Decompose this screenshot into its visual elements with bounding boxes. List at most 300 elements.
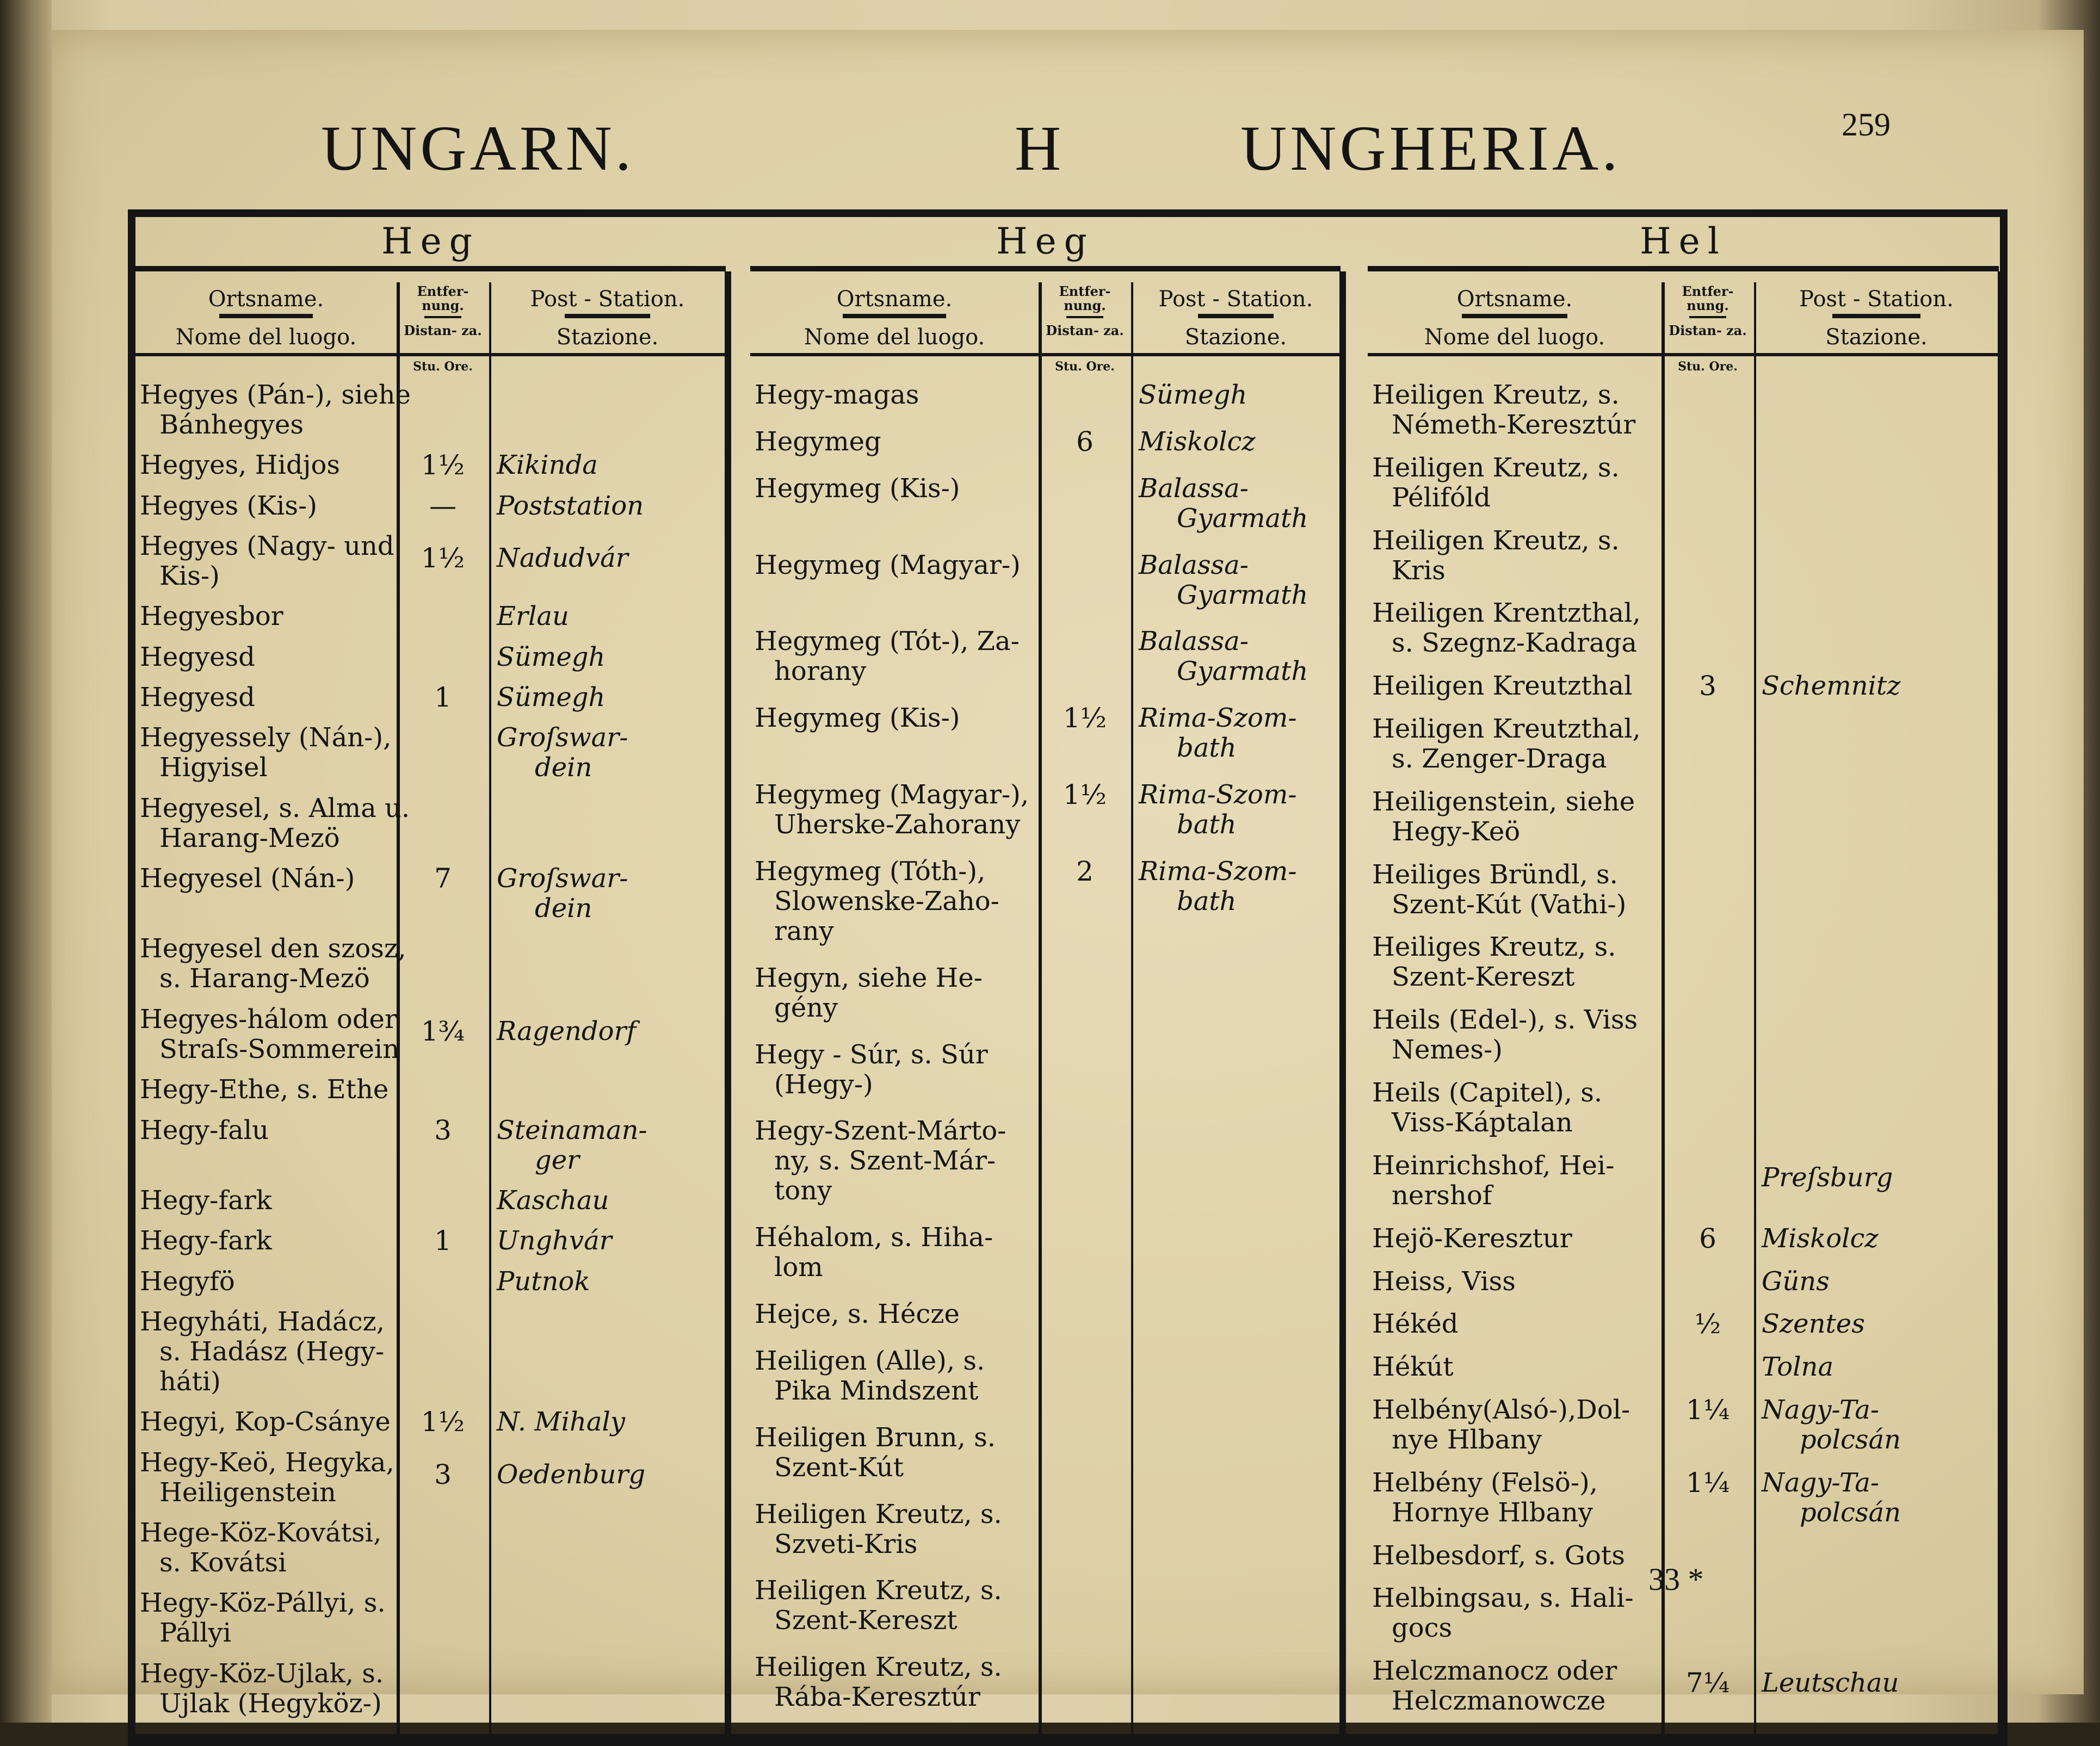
- place-name: [1372, 1468, 1659, 1528]
- post-station-continuation: polcsán: [1800, 1497, 1901, 1528]
- place-name-line: Helczmanocz oder: [1372, 1656, 1617, 1687]
- place-name-line: Hegy-magas: [755, 380, 919, 410]
- post-station-line: Sümegh: [497, 641, 606, 672]
- header-rule: [424, 316, 461, 318]
- header-post-station-de: Post - Station.: [1158, 287, 1313, 312]
- place-name-line: Heiligen Kreutz, s.: [1372, 380, 1620, 410]
- post-station-line: Sümegh: [497, 682, 606, 713]
- table-row: [135, 1267, 726, 1299]
- place-name-continuation: ny, s. Szent-Már-: [774, 1146, 996, 1177]
- post-station: [1762, 1468, 1901, 1528]
- post-station: [497, 1116, 647, 1175]
- place-name-continuation: háti): [159, 1366, 221, 1397]
- place-name-continuation: s. Harang-Mezö: [159, 963, 370, 994]
- post-station-line: Steinaman-: [497, 1115, 647, 1146]
- table-row: [135, 683, 726, 715]
- place-name: [755, 1299, 1036, 1329]
- place-name-continuation: Szent-Kereszt: [774, 1605, 958, 1636]
- place-name-line: Hegy-fark: [140, 1185, 272, 1216]
- header-rule: [1198, 314, 1274, 318]
- table-row: [1368, 1352, 1999, 1384]
- post-station-line: Nadudvár: [497, 543, 628, 574]
- post-station-line: Rima-Szom-: [1139, 703, 1297, 734]
- header-post-station-it: Stazione.: [1184, 325, 1287, 350]
- post-station: [1762, 1163, 1893, 1193]
- place-name-line: Hegyes (Pán-), siehe: [140, 380, 411, 410]
- place-name: [1372, 787, 1659, 847]
- header-place-name-de: Ortsname.: [208, 287, 324, 312]
- table-row: [750, 703, 1341, 765]
- place-name-line: Hegy-falu: [140, 1115, 269, 1146]
- place-name-continuation: Pika Mindszent: [774, 1375, 979, 1406]
- place-name-continuation: Szent-Kút: [774, 1452, 904, 1483]
- table-row: [1368, 598, 1999, 660]
- post-station-line: Rima-Szom-: [1139, 856, 1297, 887]
- table-row: [750, 780, 1341, 842]
- header-post-station-de: Post - Station.: [1799, 287, 1954, 312]
- post-station-line: Güns: [1762, 1266, 1830, 1297]
- post-station-line: Balassa-: [1139, 549, 1249, 580]
- header-rule: [843, 314, 947, 318]
- table-row: [135, 1588, 726, 1650]
- post-station-line: Unghvár: [497, 1225, 612, 1256]
- place-name-line: Heiliges Bründl, s.: [1372, 859, 1618, 890]
- place-name: [755, 1652, 1036, 1712]
- distance-value: 1: [434, 1225, 452, 1257]
- place-name: [755, 1116, 1036, 1206]
- place-name-continuation: Straſs-Sommerein: [159, 1033, 400, 1064]
- post-station: [497, 1186, 609, 1216]
- header-post-station-it: Stazione.: [1825, 325, 1928, 350]
- place-name-line: Hékéd: [1372, 1309, 1459, 1340]
- place-name-line: Hegyn, siehe He-: [755, 962, 983, 993]
- header-distance-it: Distan- za.: [1669, 323, 1747, 338]
- place-name-continuation: s. Hadász (Hegy-: [159, 1336, 385, 1367]
- post-station-line: Sümegh: [1139, 380, 1247, 410]
- place-name: [1372, 1309, 1659, 1339]
- distance-value: 1: [434, 682, 452, 714]
- place-name: [1372, 671, 1659, 701]
- post-station: [1139, 550, 1308, 610]
- header-rule: [1066, 316, 1103, 318]
- gazetteer-table: [128, 209, 2008, 1746]
- column-title: Heg: [750, 217, 1341, 271]
- header-right: UNGHERIA.: [1240, 113, 1621, 184]
- post-station-line: Nagy-Ta-: [1762, 1394, 1880, 1425]
- post-station-continuation: bath: [1177, 809, 1237, 840]
- post-station: [1762, 1267, 1830, 1297]
- table-row: [135, 723, 726, 785]
- place-name-line: Hékút: [1372, 1352, 1454, 1383]
- header-place-name-it: Nome del luogo.: [1424, 325, 1605, 350]
- post-station-line: N. Mihaly: [497, 1407, 625, 1438]
- place-name: [1372, 932, 1659, 992]
- place-name-line: Hejö-Keresztur: [1372, 1223, 1572, 1254]
- place-name: [140, 1004, 400, 1064]
- header-rule: [1462, 314, 1567, 318]
- place-name-line: Heinrichshof, Hei-: [1372, 1150, 1615, 1181]
- place-name-line: Hegy-fark: [140, 1225, 272, 1256]
- units-label: Stu. Ore.: [1678, 360, 1738, 374]
- table-row: [135, 1518, 726, 1580]
- units-label: Stu. Ore.: [413, 360, 473, 374]
- place-name: [140, 642, 394, 672]
- post-station: [497, 1226, 612, 1256]
- place-name: [140, 723, 394, 783]
- place-name-continuation: lom: [774, 1252, 823, 1283]
- place-name-line: Heiss, Viss: [1372, 1266, 1516, 1297]
- table-row: [750, 857, 1341, 949]
- place-name-line: Hegyesel, s. Alma u.: [140, 792, 410, 824]
- post-station: [497, 1267, 590, 1297]
- place-name: [755, 474, 1036, 504]
- place-name-continuation: Szveti-Kris: [774, 1528, 918, 1559]
- place-name-continuation: nye Hlbany: [1392, 1424, 1542, 1455]
- place-name-line: Hegy-Keö, Hegyka,: [140, 1447, 394, 1478]
- distance-value: 1½: [421, 449, 465, 481]
- post-station: [1762, 1309, 1865, 1339]
- place-name-line: Hegyes, Hidjos: [140, 450, 341, 481]
- table-row: [1368, 453, 1999, 515]
- post-station-line: Groſswar-: [497, 863, 628, 894]
- place-name: [140, 1588, 394, 1648]
- column-title: Hel: [1368, 217, 1999, 271]
- post-station-line: Preſsburg: [1762, 1162, 1893, 1193]
- table-row: [750, 427, 1341, 459]
- place-name-continuation: (Hegy-): [774, 1069, 873, 1100]
- place-name-continuation: Pállyi: [159, 1618, 231, 1649]
- place-name-line: Hejce, s. Hécze: [755, 1299, 960, 1329]
- post-station-line: Miskolcz: [1762, 1223, 1879, 1254]
- table-row: [1368, 1005, 1999, 1067]
- place-name-continuation: Nemes-): [1392, 1035, 1503, 1066]
- place-name-line: Heiligen Kreutz, s.: [755, 1499, 1002, 1530]
- header-post-station-de: Post - Station.: [530, 287, 685, 312]
- place-name-continuation: Hornye Hlbany: [1392, 1497, 1593, 1528]
- place-name-continuation: Ujlak (Hegyköz-): [159, 1688, 382, 1719]
- table-row: [1368, 1078, 1999, 1140]
- distance-value: 1½: [1063, 779, 1107, 810]
- post-station: [1762, 1352, 1833, 1382]
- post-station: [497, 602, 569, 631]
- place-name-line: Hegy-Ethe, s. Ethe: [140, 1074, 389, 1105]
- header-post-station: [1131, 282, 1341, 353]
- place-name-continuation: tony: [774, 1175, 832, 1206]
- post-station-line: Szentes: [1762, 1309, 1865, 1340]
- header-place-name: [1368, 282, 1662, 353]
- book-page: [52, 30, 2084, 1719]
- post-station: [1139, 427, 1256, 457]
- post-station: [497, 642, 605, 672]
- post-station: [1762, 1668, 1899, 1698]
- distance-value: 3: [434, 1458, 452, 1490]
- place-name-continuation: Higyisel: [159, 752, 268, 783]
- table-row: [135, 864, 726, 926]
- column-title: Heg: [135, 217, 726, 271]
- place-name: [1372, 1541, 1659, 1571]
- post-station: [497, 864, 628, 924]
- table-row: [1368, 1309, 1999, 1341]
- place-name-line: Hegy-Köz-Pállyi, s.: [140, 1588, 386, 1619]
- place-name-line: Hegymeg (Tót-), Za-: [755, 626, 1020, 657]
- post-station-line: Balassa-: [1139, 473, 1249, 504]
- place-name-line: Hegy-Köz-Ujlak, s.: [140, 1658, 384, 1689]
- header-post-station: [1754, 282, 1999, 353]
- distance-value: 1¼: [1685, 1394, 1730, 1426]
- post-station: [1762, 1224, 1879, 1254]
- header-distance: [397, 282, 489, 353]
- place-name-line: Heiligen Kreutz, s.: [1372, 525, 1620, 556]
- distance-value: 6: [1076, 425, 1094, 457]
- column-block-2: [750, 217, 1341, 1734]
- distance-value: 7: [434, 863, 452, 895]
- place-name-continuation: gény: [774, 992, 838, 1023]
- post-station: [497, 491, 644, 521]
- place-name: [755, 963, 1036, 1023]
- place-name-line: Heiligen Kreutzthal,: [1372, 714, 1641, 745]
- place-name: [755, 703, 1036, 733]
- post-station: [497, 1017, 636, 1047]
- header-center-letter: H: [1015, 113, 1065, 184]
- column-block-3: [1368, 217, 1999, 1734]
- place-name: [1372, 1151, 1659, 1211]
- place-name: [1372, 1583, 1659, 1643]
- post-station-continuation: bath: [1177, 733, 1237, 764]
- post-station: [497, 1460, 645, 1490]
- table-row: [1368, 860, 1999, 922]
- table-row: [135, 794, 726, 856]
- place-name: [140, 1186, 394, 1216]
- place-name: [1372, 1267, 1659, 1297]
- place-name-line: Hegyfö: [140, 1266, 235, 1297]
- place-name-line: Heiligen Kreutz, s.: [755, 1652, 1002, 1683]
- place-name-continuation: Slowenske-Zaho-: [774, 886, 999, 917]
- distance-value: 1¼: [1685, 1466, 1730, 1499]
- place-name: [1372, 526, 1659, 586]
- post-station: [497, 683, 605, 713]
- place-name: [140, 1407, 394, 1437]
- header-distance: [1039, 282, 1131, 353]
- place-name: [755, 1423, 1036, 1483]
- column-block-1: [135, 217, 726, 1734]
- place-name: [755, 380, 1036, 410]
- post-station: [1139, 474, 1308, 534]
- table-row: [1368, 1224, 1999, 1256]
- place-name: [140, 1226, 394, 1256]
- place-name-line: Hege-Köz-Kovátsi,: [140, 1517, 382, 1548]
- place-name-line: Heiligen Kreutz, s.: [755, 1575, 1002, 1606]
- place-name: [1372, 1078, 1659, 1138]
- running-header: [52, 107, 2084, 193]
- distance-value: —: [429, 490, 456, 522]
- table-row: [1368, 1267, 1999, 1299]
- table-row: [135, 450, 726, 482]
- header-rule: [1832, 314, 1920, 318]
- table-row: [135, 1448, 726, 1510]
- place-name: [140, 864, 394, 894]
- place-name-continuation: s. Zenger-Draga: [1392, 744, 1607, 775]
- place-name: [140, 792, 410, 853]
- post-station: [1762, 1395, 1901, 1455]
- table-row: [1368, 1395, 1999, 1457]
- table-row: [750, 1500, 1341, 1562]
- table-row: [750, 963, 1341, 1025]
- table-row: [135, 531, 726, 593]
- table-row: [1368, 1151, 1999, 1213]
- place-name-line: Hegymeg (Magyar-): [755, 549, 1021, 580]
- place-name-line: Helbény(Alsó-),Dol-: [1372, 1394, 1630, 1425]
- table-row: [750, 1652, 1341, 1714]
- place-name: [140, 531, 394, 591]
- distance-value: 1¾: [421, 1015, 465, 1047]
- post-station-line: Poststation: [497, 490, 644, 521]
- place-name-line: Hegy-Szent-Márto-: [755, 1116, 1006, 1147]
- place-name: [755, 1040, 1036, 1100]
- post-station-line: Putnok: [497, 1266, 590, 1297]
- distance-value: 6: [1699, 1222, 1716, 1254]
- header-place-name-it: Nome del luogo.: [804, 325, 985, 350]
- post-station-continuation: ger: [535, 1144, 580, 1175]
- place-name: [755, 550, 1036, 580]
- post-station-line: Kaschau: [497, 1185, 609, 1216]
- place-name-line: Héhalom, s. Hiha-: [755, 1222, 993, 1253]
- header-place-name-de: Ortsname.: [836, 287, 953, 312]
- table-row: [135, 1226, 726, 1258]
- place-name-continuation: Rába-Keresztúr: [774, 1682, 980, 1713]
- post-station-line: Balassa-: [1139, 626, 1249, 657]
- header-left: UNGARN.: [321, 113, 635, 184]
- place-name-continuation: Kris: [1392, 555, 1446, 586]
- place-name: [140, 683, 394, 713]
- post-station: [497, 450, 598, 480]
- place-name-continuation: Kis-): [159, 561, 220, 592]
- place-name-continuation: Pélifóld: [1392, 482, 1491, 513]
- table-row: [750, 1116, 1341, 1208]
- header-place-name: [135, 282, 397, 353]
- place-name: [1372, 1224, 1659, 1254]
- place-name-continuation: Szent-Kút (Vathi-): [1392, 889, 1627, 920]
- table-row: [750, 1423, 1341, 1485]
- place-name-line: Hegymeg (Magyar-),: [755, 779, 1029, 810]
- place-name-continuation: Hegy-Keö: [1392, 816, 1521, 847]
- place-name-line: Helbesdorf, s. Gots: [1372, 1540, 1625, 1571]
- place-name-line: Heiligen Kreutzthal: [1372, 671, 1633, 702]
- table-row: [1368, 714, 1999, 776]
- table-row: [135, 1005, 726, 1067]
- place-name: [140, 602, 394, 631]
- place-name-line: Hegymeg (Kis-): [755, 703, 960, 734]
- place-name-line: Hegymeg (Kis-): [755, 473, 960, 504]
- distance-value: 2: [1076, 855, 1094, 887]
- post-station-line: Leutschau: [1762, 1668, 1899, 1699]
- place-name-continuation: Bánhegyes: [159, 410, 304, 440]
- distance-value: ½: [1694, 1308, 1721, 1340]
- page-number: 259: [1842, 107, 1891, 143]
- place-name-line: Hegyes-hálom oder: [140, 1004, 397, 1035]
- header-distance-de: Entfer- nung.: [1059, 283, 1111, 313]
- post-station-line: Miskolcz: [1139, 426, 1256, 457]
- place-name: [1372, 714, 1659, 774]
- table-row: [750, 1223, 1341, 1285]
- place-name: [1372, 1352, 1659, 1382]
- place-name-line: Hegymeg: [755, 426, 881, 457]
- table-header: [135, 282, 726, 356]
- table-row: [750, 1040, 1341, 1102]
- table-row: [1368, 1656, 1999, 1718]
- table-row: [750, 550, 1341, 612]
- header-place-name-it: Nome del luogo.: [175, 325, 357, 350]
- post-station-continuation: Gyarmath: [1177, 656, 1308, 687]
- place-name-line: Hegymeg (Tóth-),: [755, 856, 986, 887]
- post-station-line: Tolna: [1762, 1352, 1834, 1383]
- place-name-continuation: Szent-Kereszt: [1392, 962, 1575, 993]
- place-name: [1372, 860, 1659, 920]
- place-name-continuation: Uherske-Zahorany: [774, 809, 1021, 840]
- post-station-line: Groſswar-: [497, 722, 628, 753]
- post-station-continuation: Gyarmath: [1177, 503, 1308, 534]
- place-name-line: Hegy - Súr, s. Súr: [755, 1039, 988, 1070]
- place-name-line: Heiligen Brunn, s.: [755, 1422, 996, 1453]
- place-name: [140, 1659, 394, 1719]
- table-row: [1368, 1468, 1999, 1530]
- place-name-line: Hegyesd: [140, 682, 255, 713]
- post-station-line: Nagy-Ta-: [1762, 1467, 1880, 1498]
- place-name-line: Hegyi, Kop-Csánye: [140, 1407, 391, 1438]
- post-station-line: Rima-Szom-: [1139, 779, 1297, 810]
- units-label: Stu. Ore.: [1055, 360, 1115, 374]
- place-name-continuation: s. Kovátsi: [159, 1547, 287, 1578]
- place-name: [755, 857, 1036, 946]
- table-row: [135, 602, 726, 634]
- place-name: [1372, 453, 1659, 513]
- place-name-continuation: Heiligenstein: [159, 1477, 336, 1508]
- place-name: [1372, 598, 1659, 658]
- place-name-line: Hegyesbor: [140, 601, 283, 632]
- place-name-line: Helbingsau, s. Hali-: [1372, 1583, 1634, 1614]
- table-row: [135, 1659, 726, 1721]
- post-station-line: Schemnitz: [1762, 671, 1901, 702]
- post-station-continuation: Gyarmath: [1177, 579, 1308, 610]
- place-name-line: Heils (Edel-), s. Viss: [1372, 1005, 1638, 1036]
- table-row: [1368, 526, 1999, 588]
- post-station: [1139, 380, 1247, 410]
- table-row: [135, 934, 726, 996]
- post-station: [497, 1407, 625, 1437]
- table-row: [135, 642, 726, 674]
- place-name: [1372, 1656, 1659, 1716]
- place-name-continuation: Németh-Keresztúr: [1392, 410, 1636, 440]
- signature-mark: 33 *: [1648, 1562, 1704, 1597]
- post-station-continuation: bath: [1177, 886, 1237, 917]
- post-station-continuation: dein: [535, 752, 592, 783]
- header-post-station: [489, 282, 726, 353]
- place-name: [140, 380, 411, 440]
- table-row: [135, 1307, 726, 1399]
- table-header: [1368, 282, 1999, 356]
- table-row: [750, 1346, 1341, 1408]
- place-name: [755, 1223, 1036, 1283]
- place-name: [140, 491, 394, 521]
- post-station: [1139, 780, 1297, 840]
- post-station-line: Oedenburg: [497, 1459, 646, 1490]
- header-rule: [565, 314, 650, 318]
- table-row: [135, 1186, 726, 1218]
- post-station-line: Ragendorf: [497, 1016, 637, 1047]
- header-post-station-it: Stazione.: [556, 325, 659, 350]
- place-name: [140, 1116, 394, 1146]
- place-name-continuation: Helczmanowcze: [1392, 1686, 1606, 1717]
- place-name-line: Heiligen Krentzthal,: [1372, 598, 1641, 629]
